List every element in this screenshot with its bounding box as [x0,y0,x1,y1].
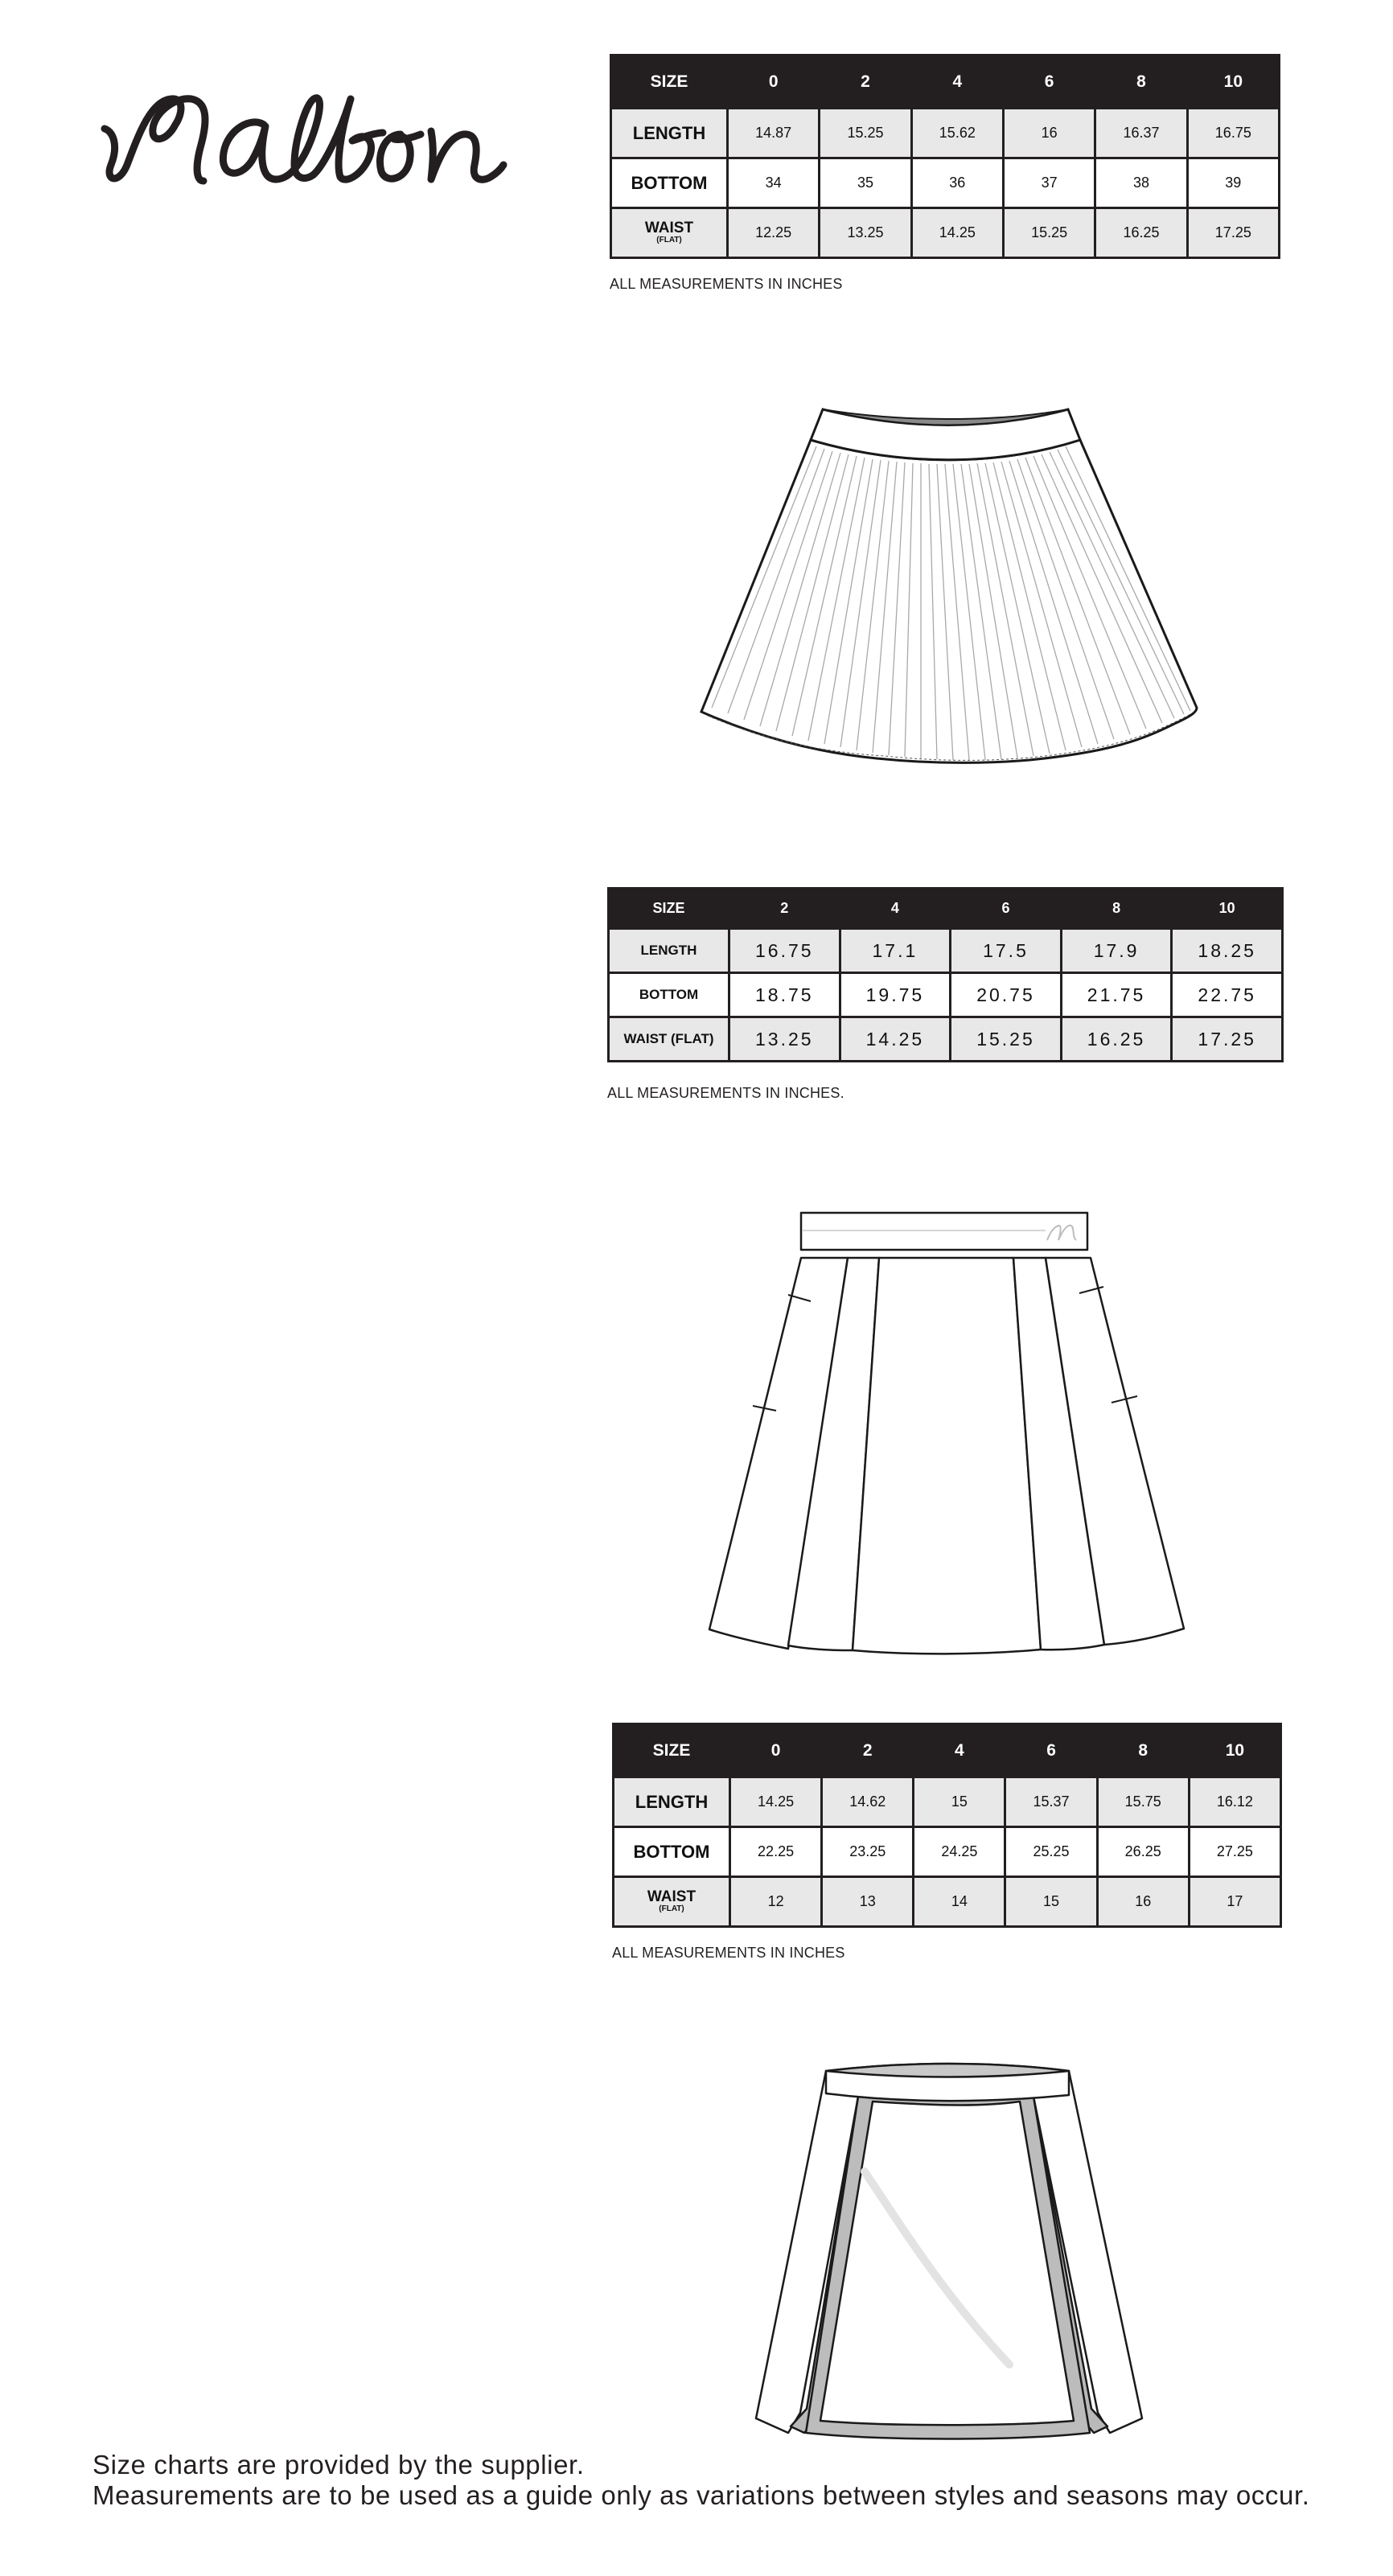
table-cell: 39 [1187,158,1279,208]
header-size-4: 4 [840,889,951,929]
table-cell: 17.25 [1172,1017,1283,1062]
table-cell: 17.5 [951,929,1062,973]
table-cell: 35 [820,158,911,208]
row-label-main: WAIST [647,1888,696,1905]
table-cell: 16.25 [1061,1017,1172,1062]
size-chart-header-row [614,1724,1281,1777]
table-cell: 36 [911,158,1003,208]
table-cell: 16.12 [1189,1777,1280,1827]
size-chart-header-row [611,55,1280,109]
header-size-6: 6 [1005,1724,1097,1777]
pleated-skirt-icon [692,398,1206,776]
table-cell: 19.75 [840,973,951,1017]
table-cell: 15.75 [1097,1777,1189,1827]
table-cell: 13.25 [729,1017,840,1062]
table-cell: 14.25 [911,208,1003,258]
row-label: BOTTOM [611,158,728,208]
row-label: BOTTOM [614,1827,730,1877]
measurement-note: ALL MEASUREMENTS IN INCHES [612,1945,845,1961]
header-size-10: 10 [1187,55,1279,109]
table-cell: 16.37 [1095,109,1187,158]
table-cell: 14.62 [822,1777,914,1827]
malbon-logo [95,84,513,197]
skirt-illustration-3 [744,2055,1154,2449]
row-label: LENGTH [609,929,729,973]
table-cell: 15.25 [1003,208,1095,258]
size-chart-2 [607,887,1284,1062]
table-cell: 15 [1005,1877,1097,1927]
table-cell: 21.75 [1061,973,1172,1017]
table-cell: 15.25 [951,1017,1062,1062]
table-cell: 17.9 [1061,929,1172,973]
table-cell: 14 [914,1877,1005,1927]
row-label: LENGTH [611,109,728,158]
table-cell: 34 [728,158,820,208]
header-size-10: 10 [1189,1724,1280,1777]
table-row-waist [609,1017,1283,1062]
table-row-length [614,1777,1281,1827]
table-row-bottom [609,973,1283,1017]
panel-skirt-icon [700,1198,1198,1665]
size-chart-header-row [609,889,1283,929]
table-row-waist [614,1877,1281,1927]
row-label: WAIST (FLAT) [609,1017,729,1062]
footer-line-1: Size charts are provided by the supplier. [92,2450,585,2479]
size-chart-3 [612,1723,1282,1928]
row-label-sub: (FLAT) [656,236,682,244]
table-cell: 15.37 [1005,1777,1097,1827]
header-size-6: 6 [951,889,1062,929]
table-cell: 23.25 [822,1827,914,1877]
footer-disclaimer [92,2450,1309,2511]
header-size: SIZE [611,55,728,109]
row-label [614,1877,730,1927]
side-slit-skirt-icon [744,2055,1154,2449]
table-cell: 15.62 [911,109,1003,158]
table-cell: 20.75 [951,973,1062,1017]
row-label [611,208,728,258]
table-cell: 25.25 [1005,1827,1097,1877]
skirt-illustration-1 [692,398,1206,776]
row-label-main: WAIST [644,220,694,236]
table-cell: 17 [1189,1877,1280,1927]
table-row-waist [611,208,1280,258]
table-cell: 16.25 [1095,208,1187,258]
header-size-8: 8 [1061,889,1172,929]
table-cell: 16 [1003,109,1095,158]
table-cell: 15.25 [820,109,911,158]
table-cell: 17.1 [840,929,951,973]
row-label: LENGTH [614,1777,730,1827]
header-size-2: 2 [729,889,840,929]
table-cell: 16.75 [729,929,840,973]
table-cell: 13.25 [820,208,911,258]
header-size-4: 4 [911,55,1003,109]
skirt-illustration-2 [700,1198,1198,1665]
header-size-4: 4 [914,1724,1005,1777]
table-cell: 12 [730,1877,822,1927]
table-cell: 14.25 [840,1017,951,1062]
table-row-length [609,929,1283,973]
header-size-8: 8 [1097,1724,1189,1777]
table-cell: 18.75 [729,973,840,1017]
table-row-length [611,109,1280,158]
table-cell: 14.25 [730,1777,822,1827]
header-size-0: 0 [730,1724,822,1777]
header-size-2: 2 [822,1724,914,1777]
header-size-2: 2 [820,55,911,109]
table-cell: 14.87 [728,109,820,158]
row-label: BOTTOM [609,973,729,1017]
table-cell: 26.25 [1097,1827,1189,1877]
table-cell: 22.75 [1172,973,1283,1017]
table-cell: 15 [914,1777,1005,1827]
header-size-8: 8 [1095,55,1187,109]
row-label-sub: (FLAT) [659,1904,684,1913]
table-cell: 13 [822,1877,914,1927]
header-size: SIZE [609,889,729,929]
table-row-bottom [614,1827,1281,1877]
table-cell: 16.75 [1187,109,1279,158]
table-row-bottom [611,158,1280,208]
size-chart-1 [610,54,1280,259]
measurement-note: ALL MEASUREMENTS IN INCHES [610,276,843,292]
table-cell: 17.25 [1187,208,1279,258]
footer-line-2: Measurements are to be used as a guide only as variations between styles and seasons may occur. [92,2480,1310,2510]
table-cell: 27.25 [1189,1827,1280,1877]
measurement-note: ALL MEASUREMENTS IN INCHES. [607,1085,844,1101]
table-cell: 24.25 [914,1827,1005,1877]
table-cell: 12.25 [728,208,820,258]
header-size: SIZE [614,1724,730,1777]
table-cell: 22.25 [730,1827,822,1877]
header-size-10: 10 [1172,889,1283,929]
table-cell: 18.25 [1172,929,1283,973]
table-cell: 16 [1097,1877,1189,1927]
header-size-0: 0 [728,55,820,109]
table-cell: 38 [1095,158,1187,208]
header-size-6: 6 [1003,55,1095,109]
table-cell: 37 [1003,158,1095,208]
malbon-script-logo-icon [95,84,513,197]
